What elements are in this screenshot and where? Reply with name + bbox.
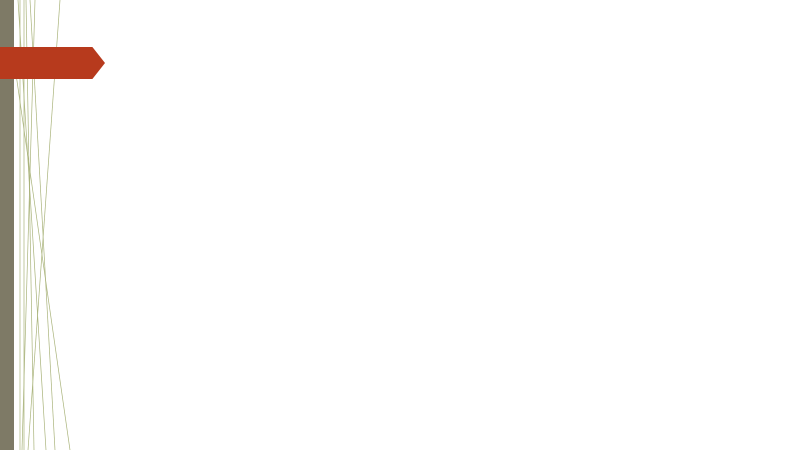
title-accent-banner	[0, 47, 105, 79]
bullet-icon	[114, 179, 119, 184]
